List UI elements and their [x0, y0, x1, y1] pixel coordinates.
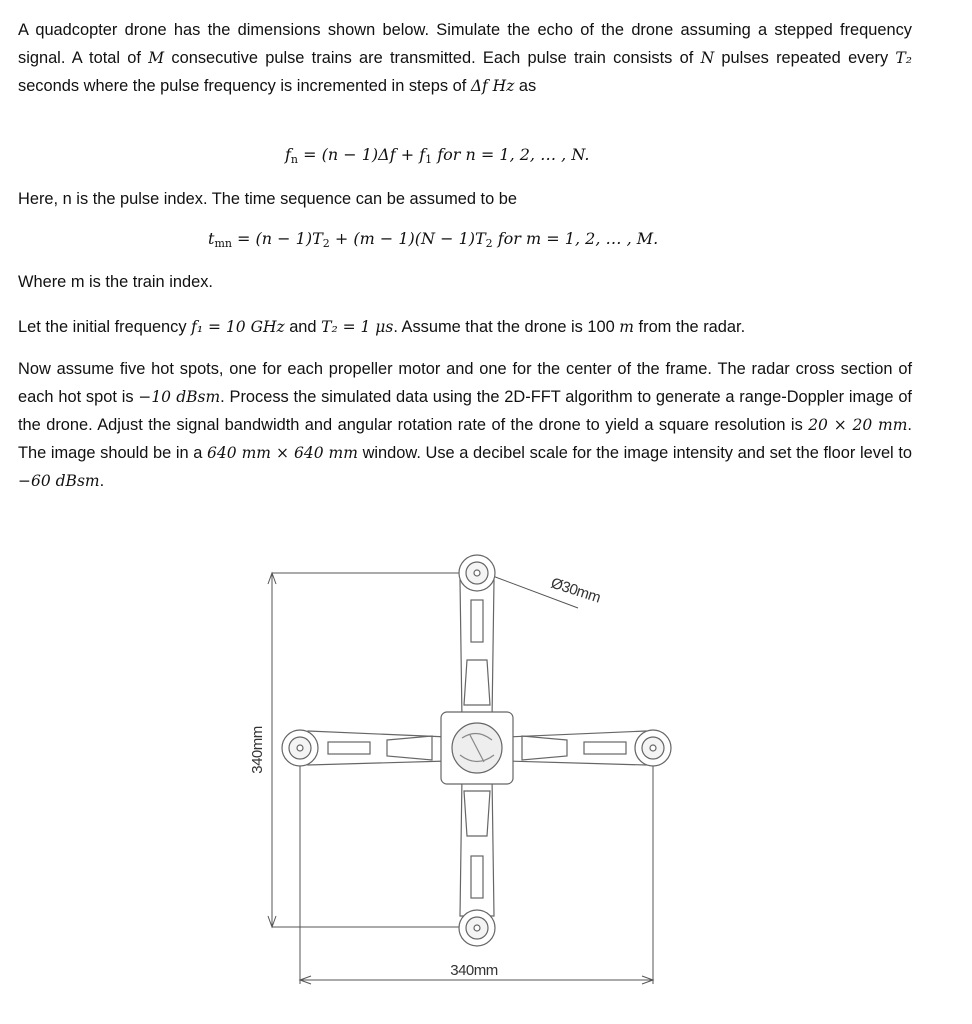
text-segment: A quadcopter drone has the dimensions shown below. Simulate the echo of the drone assuming a stepped frequency signal. A total of — [18, 21, 912, 67]
text-segment: and — [284, 318, 322, 336]
eq1-lhs-sub: n — [290, 153, 299, 166]
eq1-mid-sub: 1 — [425, 153, 433, 166]
motor-left — [282, 730, 318, 766]
eq2-a-sub: 2 — [322, 237, 330, 250]
diameter-label: Ø30mm — [548, 574, 603, 607]
eq1-mid: = (n − 1)Δf + f — [298, 145, 426, 164]
math-expression: 20 × 20 mm — [808, 416, 908, 434]
text-segment: . Assume that the drone is 100 — [393, 318, 620, 336]
text-segment: . Process the simulated data using the 2D-FFT algorithm to generate a range-Doppler image of the drone. Adjust the signal bandwidth and angular rotation rate of the drone to yield a square resolution is — [18, 388, 912, 434]
text-segment: . — [99, 472, 105, 490]
text-segment: as — [514, 77, 537, 95]
quadcopter-drawing — [0, 530, 972, 1024]
math-expression: Δf Hz — [470, 77, 515, 95]
motor-right — [635, 730, 671, 766]
math-expression: m — [619, 318, 634, 336]
text-segment: Let the initial frequency — [18, 318, 192, 336]
task-paragraph — [18, 355, 912, 495]
eq2-b: + (m − 1)(N − 1)T — [329, 229, 486, 248]
frequency-equation — [285, 145, 589, 164]
arm-bottom — [460, 776, 494, 916]
eq2-lhs-sub: mn — [214, 237, 232, 250]
here-paragraph — [18, 185, 912, 213]
math-expression: 640 mm × 640 mm — [207, 444, 358, 462]
math-expression: T₂ — [895, 49, 912, 67]
text-segment: Now assume five hot spots, one for each propeller motor and one for the center of the frame. The radar cross section of each hot spot is — [18, 360, 912, 406]
height-label: 340mm — [249, 726, 266, 774]
math-expression: T₂ = 1 μs — [321, 318, 394, 336]
text-segment: seconds where the pulse frequency is incremented in steps of — [18, 77, 471, 95]
text-segment: from the radar. — [634, 318, 746, 336]
motor-top — [459, 555, 495, 591]
math-expression: f₁ = 10 GHz — [191, 318, 285, 336]
text-segment: . The image should be in a — [18, 416, 912, 462]
where-paragraph — [18, 268, 912, 296]
math-expression: −10 dBsm — [138, 388, 221, 406]
text-segment: window. Use a decibel scale for the image intensity and set the floor level to — [357, 444, 912, 462]
eq2-c: for m = 1, 2, … , M. — [492, 229, 659, 248]
parameters-paragraph — [18, 313, 912, 341]
eq1-lhs: f — [285, 145, 291, 164]
math-expression: M — [148, 49, 165, 67]
math-expression: −60 dBsm — [18, 472, 100, 490]
text-segment: Here, n is the pulse index. The time sequence can be assumed to be — [18, 190, 518, 208]
eq2-b-sub: 2 — [485, 237, 493, 250]
text-segment: pulses repeated every — [714, 49, 896, 67]
text-segment: consecutive pulse trains are transmitted. Each pulse train consists of — [164, 49, 701, 67]
eq2-lhs: t — [208, 229, 215, 248]
width-label: 340mm — [450, 962, 498, 979]
eq2-a: = (n − 1)T — [231, 229, 323, 248]
eq1-rhs: for n = 1, 2, … , N. — [432, 145, 590, 164]
motor-bottom — [459, 910, 495, 946]
text-segment: Where m is the train index. — [18, 273, 213, 291]
arm-top — [460, 580, 494, 720]
time-equation — [208, 229, 658, 248]
intro-paragraph — [18, 16, 912, 100]
math-expression: N — [700, 49, 715, 67]
